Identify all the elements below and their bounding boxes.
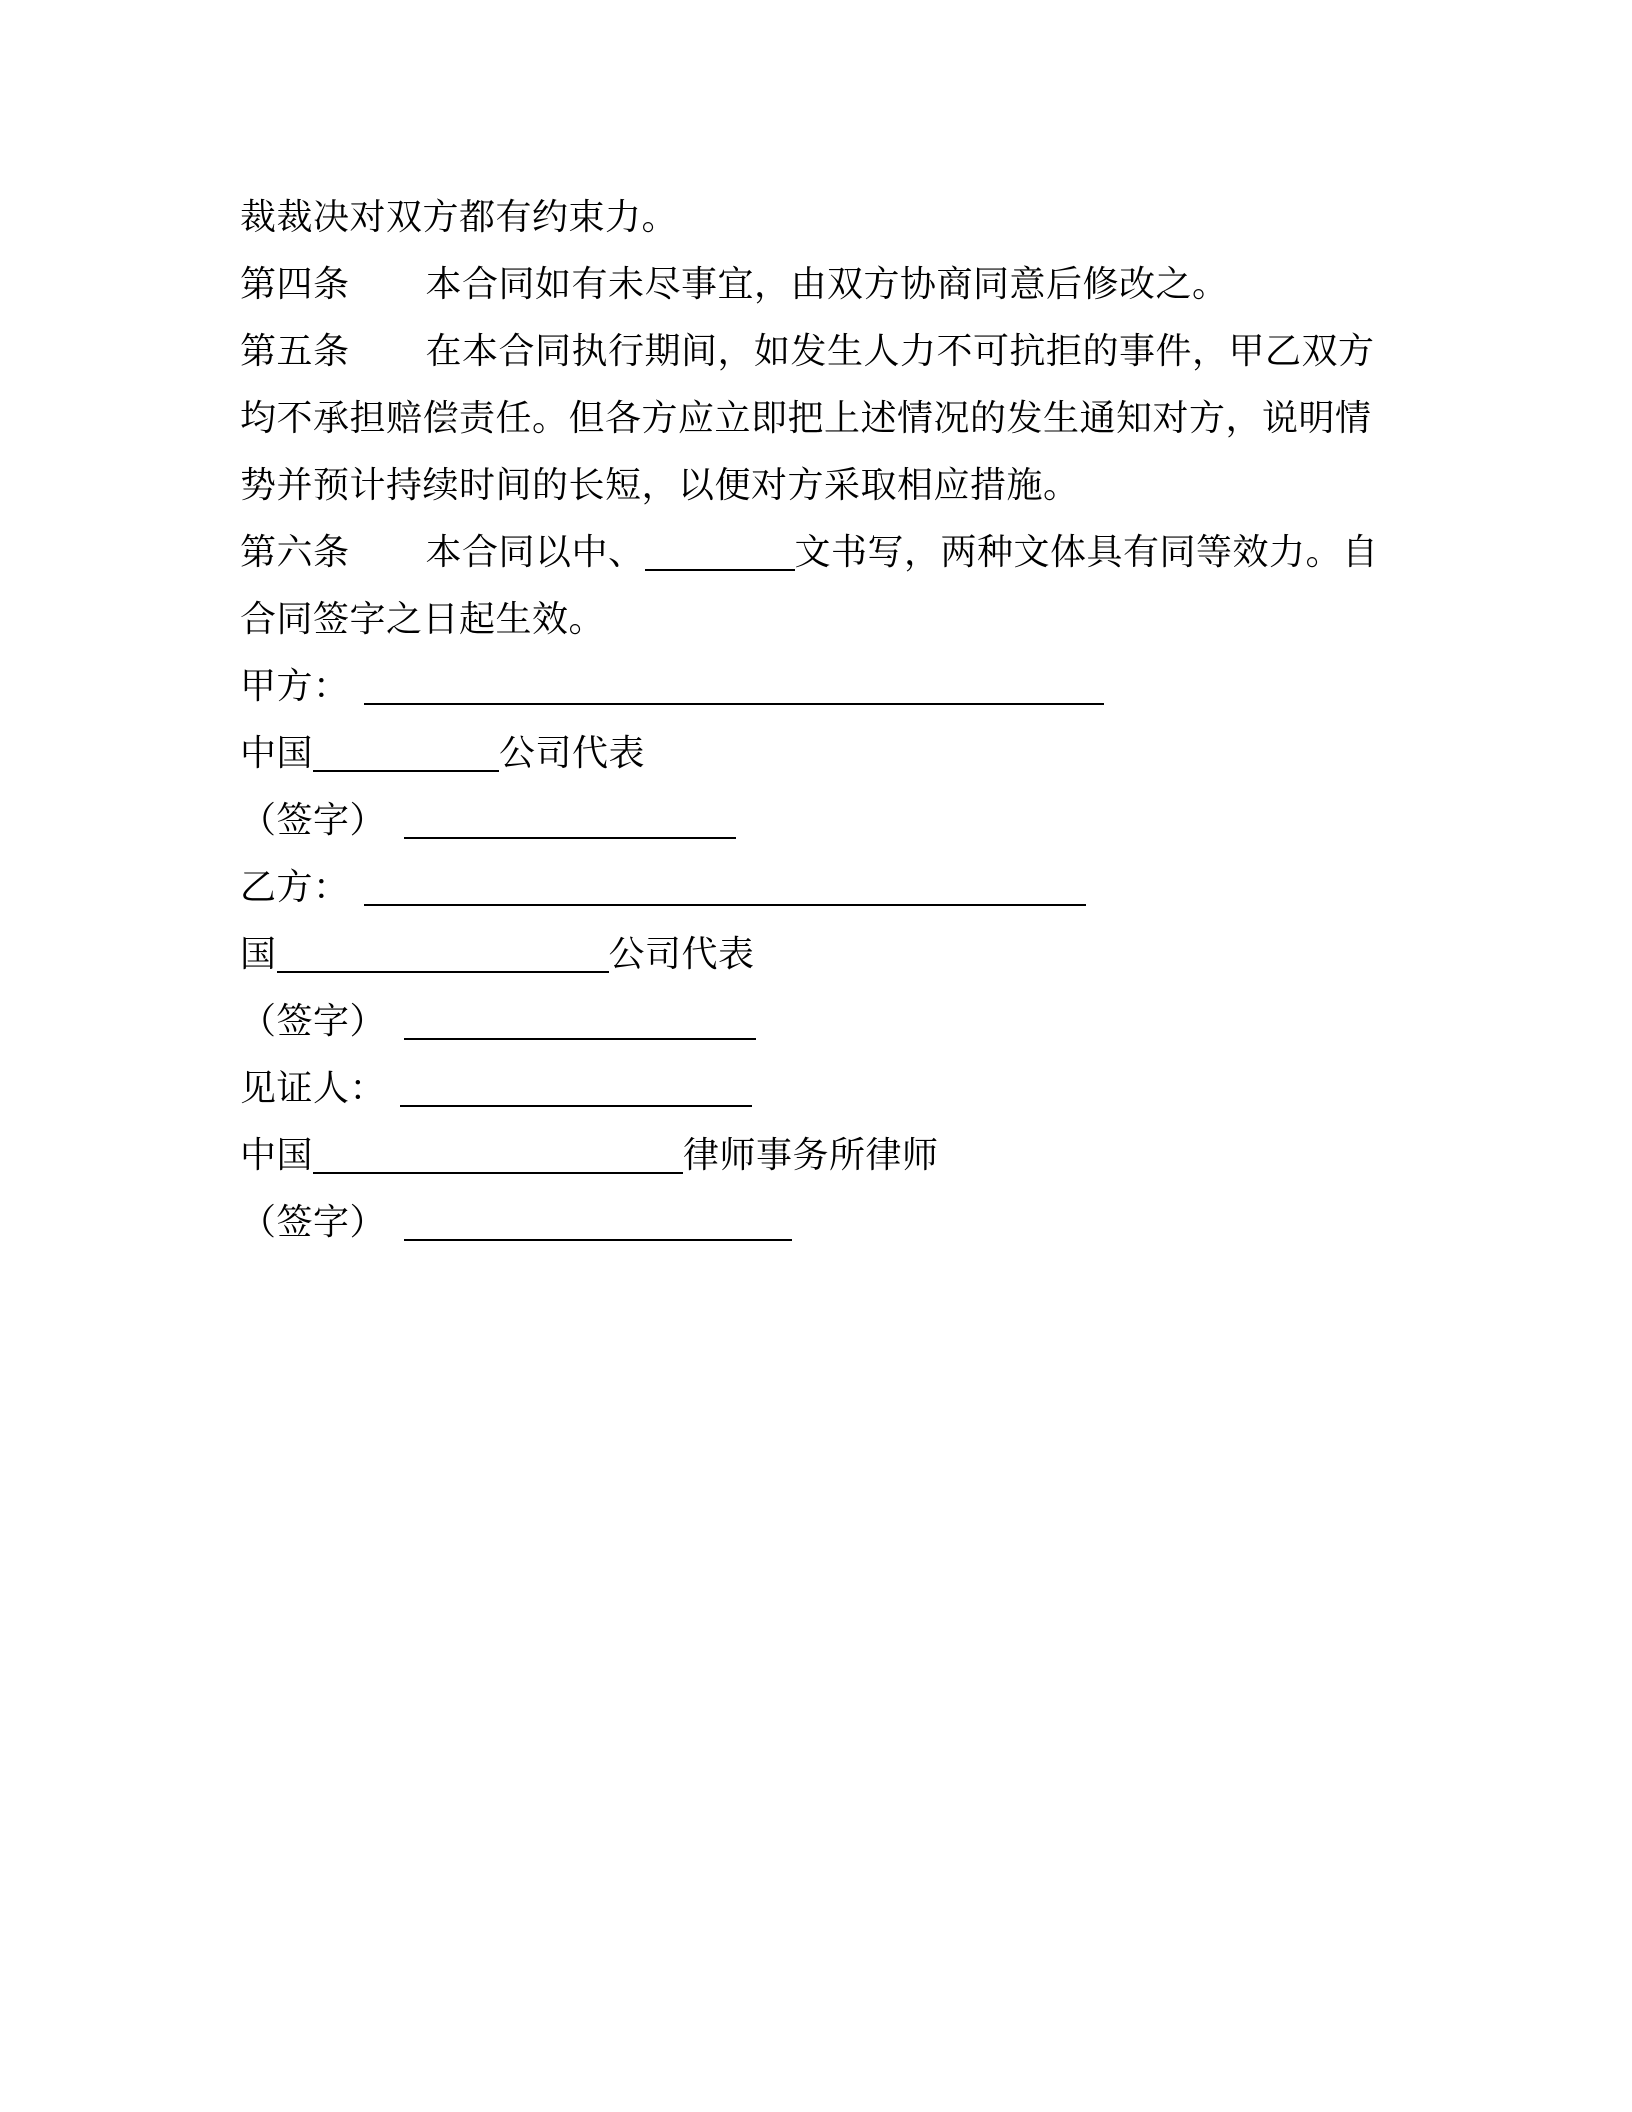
article-4 [240, 263, 1229, 307]
witness-firm-suffix: 律师事务所律师 [683, 1135, 939, 1176]
article-6-label: 第六条 [240, 532, 350, 573]
language-blank-field[interactable] [645, 531, 795, 571]
witness-firm-blank-field[interactable] [313, 1134, 683, 1174]
witness-blank-field[interactable] [400, 1067, 752, 1107]
party-a-row [240, 665, 1104, 709]
article-5-text-cont-2: 势并预计持续时间的长短，以便对方采取相应措施。 [240, 465, 1080, 506]
party-a-company-suffix: 公司代表 [499, 733, 646, 774]
party-a-label: 甲方： [240, 666, 350, 707]
party-b-company-row [240, 933, 755, 977]
party-b-company-suffix: 公司代表 [608, 934, 755, 975]
paragraph-line [240, 196, 678, 240]
witness-sign-row [240, 1201, 792, 1245]
text-arbitration-binding: 裁裁决对双方都有约束力。 [240, 197, 679, 238]
sign-label: （签字） [240, 1202, 387, 1243]
article-6-text-cont: 合同签字之日起生效。 [240, 599, 606, 640]
article-4-text: 本合同如有未尽事宜，由双方协商同意后修改之。 [425, 264, 1229, 305]
article-6 [240, 531, 1379, 575]
party-b-label: 乙方： [240, 867, 350, 908]
paragraph-line [240, 397, 1372, 441]
paragraph-line [240, 464, 1080, 508]
sign-label: （签字） [240, 800, 387, 841]
party-a-blank-field[interactable] [364, 665, 1104, 705]
witness-row [240, 1067, 752, 1111]
article-6-text-before: 本合同以中、 [425, 532, 645, 573]
party-b-blank-field[interactable] [364, 866, 1086, 906]
sign-label: （签字） [240, 1001, 387, 1042]
party-a-country: 中国 [240, 733, 314, 774]
party-b-row [240, 866, 1086, 910]
party-b-sign-row [240, 1000, 756, 1044]
paragraph-line [240, 598, 605, 642]
witness-signature-field[interactable] [404, 1201, 792, 1241]
witness-label: 见证人： [240, 1068, 387, 1109]
article-5-label: 第五条 [240, 331, 350, 372]
party-a-sign-row [240, 799, 736, 843]
article-5-text-cont-1: 均不承担赔偿责任。但各方应立即把上述情况的发生通知对方，说明情 [240, 398, 1372, 439]
party-b-country: 国 [240, 934, 277, 975]
party-a-signature-field[interactable] [404, 799, 736, 839]
party-a-company-row [240, 732, 645, 776]
article-6-text-after: 文书写，两种文体具有同等效力。自 [794, 532, 1379, 573]
party-b-signature-field[interactable] [404, 1000, 756, 1040]
witness-firm-row [240, 1134, 939, 1178]
article-4-label: 第四条 [240, 264, 350, 305]
witness-country: 中国 [240, 1135, 314, 1176]
party-a-company-blank-field[interactable] [313, 732, 499, 772]
article-5-text: 在本合同执行期间，如发生人力不可抗拒的事件，甲乙双方 [425, 331, 1375, 372]
article-5 [240, 330, 1375, 374]
party-b-company-blank-field[interactable] [277, 933, 609, 973]
